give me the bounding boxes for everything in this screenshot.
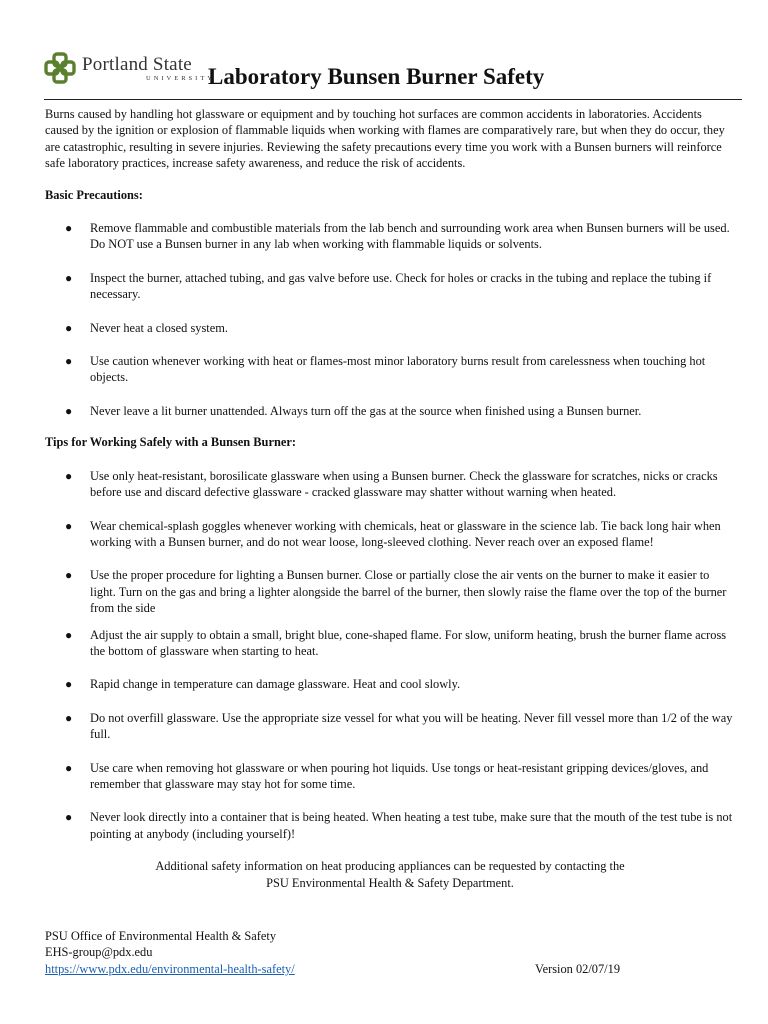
list-item <box>45 220 735 253</box>
list-item-text: Rapid change in temperature can damage glassware. Heat and cool slowly. <box>90 677 461 692</box>
bullet-icon: ● <box>65 221 73 236</box>
list-item <box>45 468 735 501</box>
list-item <box>45 353 735 386</box>
list-item-text: Remove flammable and combustible materials from the lab bench and surrounding work area when Bunsen burners will be used. Do NOT use a Bunsen burner in any lab when working with flammable liquids or solvents. <box>90 221 730 252</box>
list-item-text: Never look directly into a container that is being heated. When heating a test tube, make sure that the mouth of the test tube is not pointing at anybody (including yourself)! <box>90 810 733 841</box>
bullet-icon: ● <box>65 677 73 692</box>
list-item-text: Adjust the air supply to obtain a small, bright blue, cone-shaped flame. For slow, uniform heating, brush the burner flame across the bottom of glassware when starting to heat. <box>90 627 727 658</box>
tips-list <box>45 468 735 843</box>
basic-precautions-heading: Basic Precautions: <box>45 187 143 202</box>
list-item <box>45 760 735 793</box>
closing-note <box>45 858 735 891</box>
logo-subtitle: UNIVERSITY <box>146 75 215 82</box>
intro-paragraph: Burns caused by handling hot glassware or equipment and by touching hot surfaces are common accidents in laboratories. Accidents caused by the ignition or explosion of flammable liquids when working with flames are comparatively rare, but when they do occur, they are catastrophic, resulting in severe injuries. Reviewing the safety precautions every time you work with a Bunsen burners will reinforce safe laboratory practices, increase safety awareness, and reduce the risk of accidents. <box>45 107 725 171</box>
list-item <box>45 676 735 692</box>
list-item <box>45 710 735 743</box>
version-label: Version 02/07/19 <box>535 961 621 976</box>
bullet-icon: ● <box>65 810 73 825</box>
list-item <box>45 270 735 303</box>
list-item <box>45 627 735 660</box>
list-item-text: Use only heat-resistant, borosilicate glassware when using a Bunsen burner. Check the glassware for scratches, nicks or cracks before use and discard defective glassware - cracked glassware may shatter without warning when heated. <box>90 468 718 500</box>
page-title: Laboratory Bunsen Burner Safety <box>208 64 545 89</box>
footer <box>45 928 705 977</box>
footer-office: PSU Office of Environmental Health & Safety <box>45 929 277 943</box>
list-item-text: Do not overfill glassware. Use the appropriate size vessel for what you will be heating. Never fill vessel more than 1/2 of the way full. <box>90 710 733 742</box>
psu-logo-icon <box>44 52 76 84</box>
closing-line-1: Additional safety information on heat producing appliances can be requested by contacting the <box>155 859 625 874</box>
list-item <box>45 567 735 616</box>
list-item-text: Wear chemical-splash goggles whenever working with chemicals, heat or glassware in the science lab. Tie back long hair when working with a Bunsen burner, and do not wear loose, long-sleeved clothing. Never reach over an exposed flame! <box>90 518 721 549</box>
footer-email: EHS-group@pdx.edu <box>45 945 153 960</box>
closing-line-2: PSU Environmental Health & Safety Department. <box>266 875 514 890</box>
bullet-icon: ● <box>65 627 73 642</box>
bullet-icon: ● <box>65 354 73 369</box>
list-item-text: Use care when removing hot glassware or when pouring hot liquids. Use tongs or heat-resistant gripping devices/gloves, and remember that glassware may stay hot for some time. <box>90 760 709 791</box>
list-item <box>45 809 735 842</box>
bullet-icon: ● <box>65 320 73 335</box>
logo-name: Portland State <box>82 54 192 75</box>
bullet-icon: ● <box>65 468 73 483</box>
document-header <box>44 46 744 102</box>
basic-precautions-list <box>45 220 735 419</box>
bullet-icon: ● <box>65 518 73 533</box>
bullet-icon: ● <box>65 270 73 285</box>
tips-heading: Tips for Working Safely with a Bunsen Burner: <box>45 435 296 450</box>
list-item <box>45 518 735 551</box>
bullet-icon: ● <box>65 568 73 583</box>
header-divider <box>44 99 742 100</box>
list-item <box>45 320 735 336</box>
list-item-text: Never leave a lit burner unattended. Always turn off the gas at the source when finished using a Bunsen burner. <box>90 403 642 418</box>
list-item-text: Inspect the burner, attached tubing, and gas valve before use. Check for holes or cracks in the tubing and replace the tubing if necessary. <box>90 270 712 302</box>
bullet-icon: ● <box>65 710 73 725</box>
bullet-icon: ● <box>65 403 73 418</box>
document-body <box>45 106 735 891</box>
footer-website-link[interactable]: https://www.pdx.edu/environmental-health-safety/ <box>45 961 295 976</box>
bullet-icon: ● <box>65 760 73 775</box>
list-item <box>45 403 735 419</box>
list-item-text: Never heat a closed system. <box>90 320 228 335</box>
list-item-text: Use the proper procedure for lighting a Bunsen burner. Close or partially close the air vents on the burner to make it easier to light. Turn on the gas and bring a lighter alongside the barrel of the burner, then slowly raise the flame over the top of the burner from the side <box>90 568 727 616</box>
list-item-text: Use caution whenever working with heat or flames-most minor laboratory burns result from carelessness when touching hot objects. <box>90 354 706 385</box>
